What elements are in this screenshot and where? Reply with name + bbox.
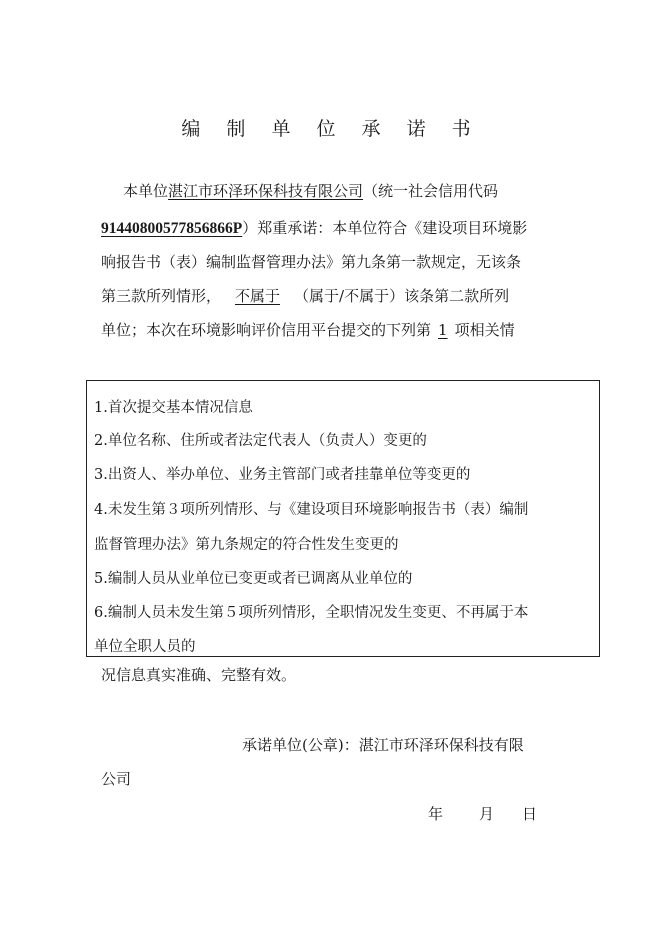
item-number-filled: 1	[438, 321, 448, 339]
list-item: 4.未发生第３项所列情形、与《建设项目环境影响报告书（表）编制	[94, 502, 529, 518]
text-segment: ）郑重承诺：本单位符合《建设项目环境影	[242, 219, 528, 237]
text-segment: 本单位	[123, 182, 169, 200]
list-item: 5.编制人员从业单位已变更或者已调离从业单位的	[94, 571, 413, 587]
list-item: 2.单位名称、住所或者法定代表人（负责人）变更的	[94, 433, 427, 449]
paragraph-line-1	[123, 181, 498, 201]
company-name-filled: 湛江市环泽环保科技有限公司	[168, 182, 364, 200]
text-segment: 第三款所列情形，	[101, 287, 222, 305]
date-year: 年	[428, 805, 444, 823]
paragraph-line-6: 况信息真实准确、完整有效。	[101, 666, 297, 684]
items-box	[86, 380, 600, 657]
signature-label: 承诺单位(公章)：湛江市环泽环保科技有限	[242, 736, 524, 754]
date-day: 日	[522, 805, 538, 823]
text-segment: 单位；本次在环境影响评价信用平台提交的下列第	[101, 321, 432, 339]
status-filled: 不属于	[235, 287, 281, 305]
credit-code-filled: 91440800577856866P	[101, 220, 243, 237]
document-title: 编 制 单 位 承 诺 书	[181, 118, 481, 140]
text-segment: （属于/不属于）该条第二款所列	[294, 287, 510, 305]
text-segment: 项相关情	[454, 321, 515, 339]
list-item: 3.出资人、举办单位、业务主管部门或者挂靠单位等变更的	[94, 467, 471, 483]
signature-label-continued: 公司	[101, 770, 132, 788]
paragraph-line-5	[101, 320, 515, 340]
list-item: 单位全职人员的	[94, 639, 196, 655]
list-item: 1.首次提交基本情况信息	[94, 400, 253, 416]
list-item: 监督管理办法》第九条规定的符合性发生变更的	[94, 537, 399, 553]
paragraph-line-4	[101, 286, 509, 306]
list-item: 6.编制人员未发生第５项所列情形，全职情况发生变更、不再属于本	[94, 605, 529, 621]
text-segment: （统一社会信用代码	[363, 182, 499, 200]
paragraph-line-2	[101, 218, 527, 239]
date-month: 月	[479, 805, 495, 823]
paragraph-line-3: 响报告书（表）编制监督管理办法》第九条第一款规定，无该条	[101, 253, 522, 271]
